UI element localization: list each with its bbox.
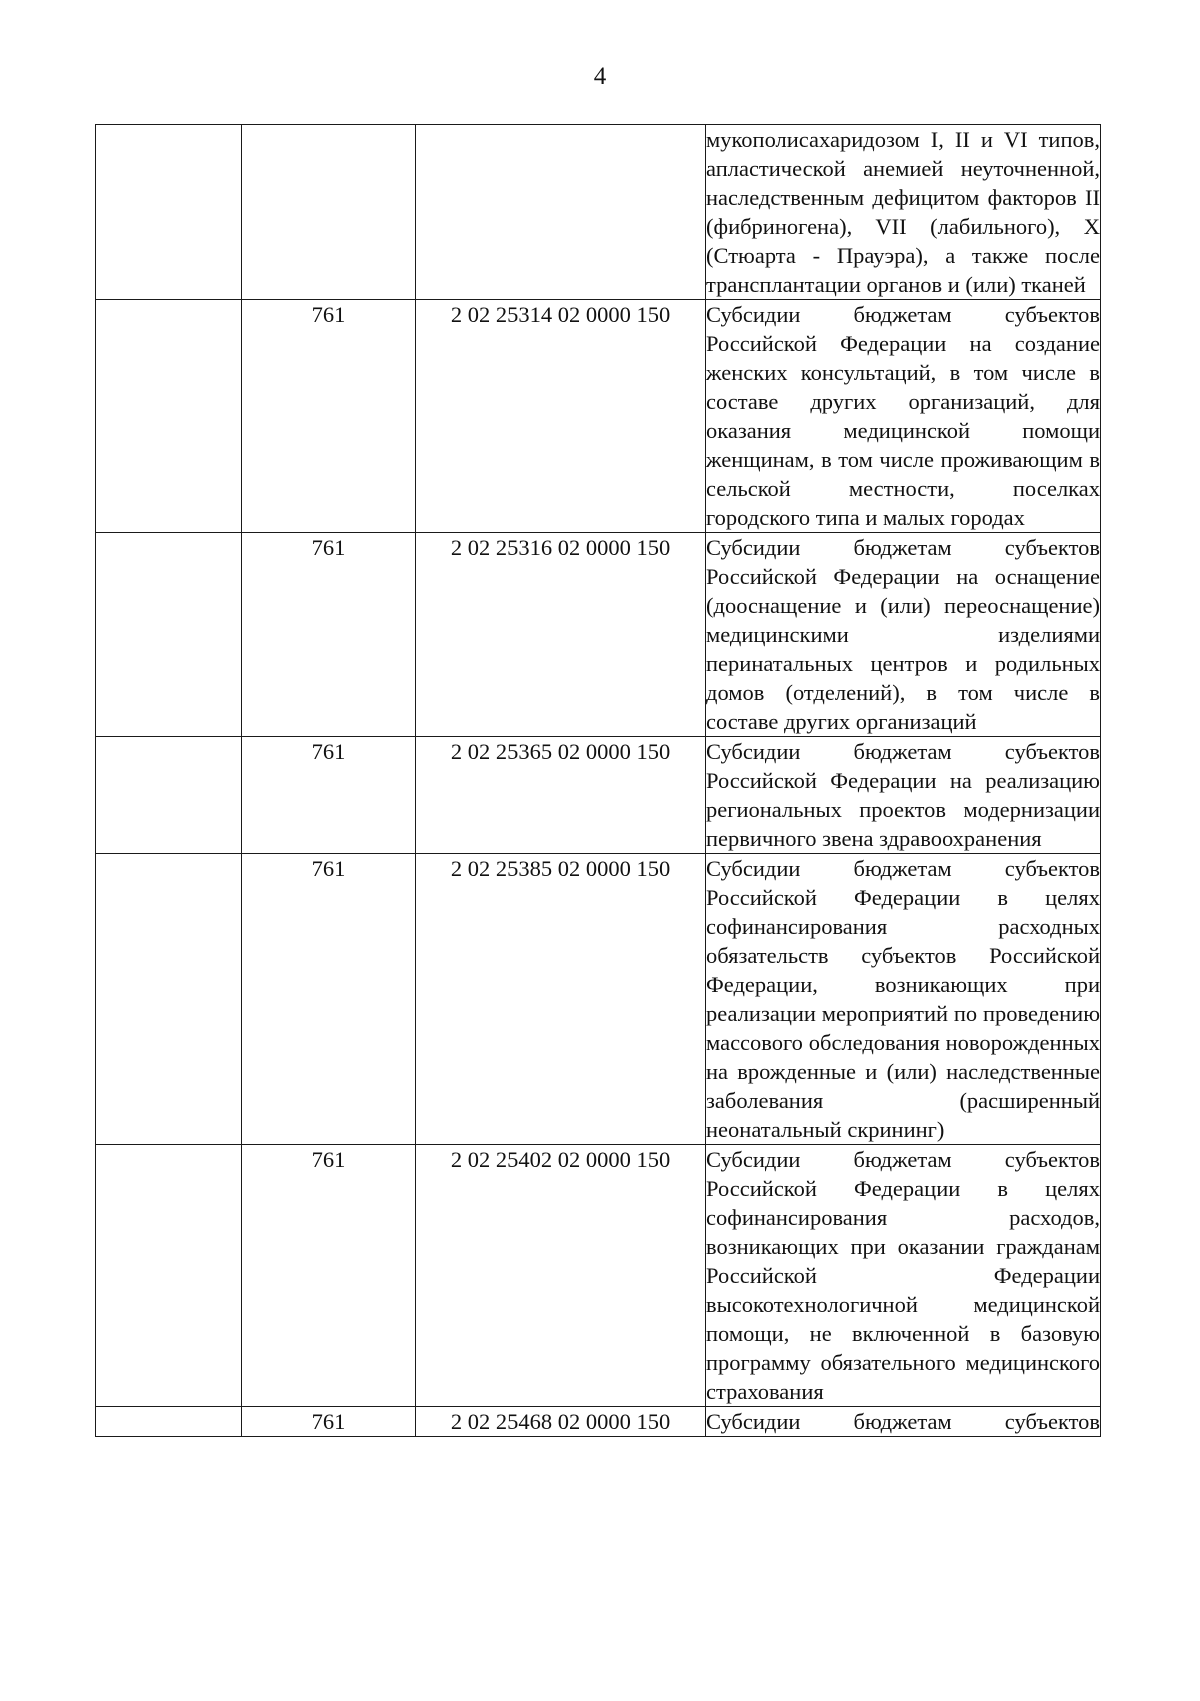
budget-code-cell: 2 02 25365 02 0000 150 [416, 737, 706, 854]
description-cell: Субсидии бюджетам субъектов Российской Федерации на реализацию региональных проектов модернизации первичного звена здравоохранения [706, 737, 1101, 854]
admin-code-cell: 761 [242, 533, 416, 737]
admin-code-cell: 761 [242, 1407, 416, 1437]
budget-code-cell: 2 02 25385 02 0000 150 [416, 854, 706, 1145]
empty-cell [96, 533, 242, 737]
table-row [96, 1145, 1101, 1407]
description-cell: Субсидии бюджетам субъектов Российской Федерации на оснащение (дооснащение и (или) переоснащение) медицинскими изделиями перинатальных центров и родильных домов (отделений), в том числе в составе других организаций [706, 533, 1101, 737]
budget-code-cell: 2 02 25468 02 0000 150 [416, 1407, 706, 1437]
description-cell: Субсидии бюджетам субъектов [706, 1407, 1101, 1437]
empty-cell [96, 737, 242, 854]
budget-code-cell: 2 02 25316 02 0000 150 [416, 533, 706, 737]
budget-code-cell: 2 02 25314 02 0000 150 [416, 300, 706, 533]
description-cell: мукополисахаридозом I, II и VI типов, апластической анемией неуточненной, наследственным дефицитом факторов II (фибриногена), VII (лабильного), X (Стюарта - Прауэра), а также после трансплантации органов и (или) тканей [706, 125, 1101, 300]
budget-code-cell [416, 125, 706, 300]
table-row [96, 1407, 1101, 1437]
budget-codes-table [95, 124, 1101, 1437]
budget-code-cell: 2 02 25402 02 0000 150 [416, 1145, 706, 1407]
empty-cell [96, 300, 242, 533]
admin-code-cell: 761 [242, 854, 416, 1145]
table-row [96, 300, 1101, 533]
table-row [96, 737, 1101, 854]
table-row [96, 125, 1101, 300]
page-number: 4 [593, 63, 607, 90]
empty-cell [96, 854, 242, 1145]
admin-code-cell: 761 [242, 737, 416, 854]
empty-cell [96, 125, 242, 300]
table-row [96, 854, 1101, 1145]
description-cell: Субсидии бюджетам субъектов Российской Федерации в целях софинансирования расходных обязательств субъектов Российской Федерации, возникающих при реализации мероприятий по проведению массового обследования новорожденных на врожденные и (или) наследственные заболевания (расширенный неонатальный скрининг) [706, 854, 1101, 1145]
table-row [96, 533, 1101, 737]
admin-code-cell: 761 [242, 300, 416, 533]
empty-cell [96, 1407, 242, 1437]
description-cell: Субсидии бюджетам субъектов Российской Федерации в целях софинансирования расходов, возникающих при оказании гражданам Российской Федерации высокотехнологичной медицинской помощи, не включенной в базовую программу обязательного медицинского страхования [706, 1145, 1101, 1407]
admin-code-cell: 761 [242, 1145, 416, 1407]
empty-cell [96, 1145, 242, 1407]
description-cell: Субсидии бюджетам субъектов Российской Федерации на создание женских консультаций, в том числе в составе других организаций, для оказания медицинской помощи женщинам, в том числе проживающим в сельской местности, поселках городского типа и малых городах [706, 300, 1101, 533]
admin-code-cell [242, 125, 416, 300]
